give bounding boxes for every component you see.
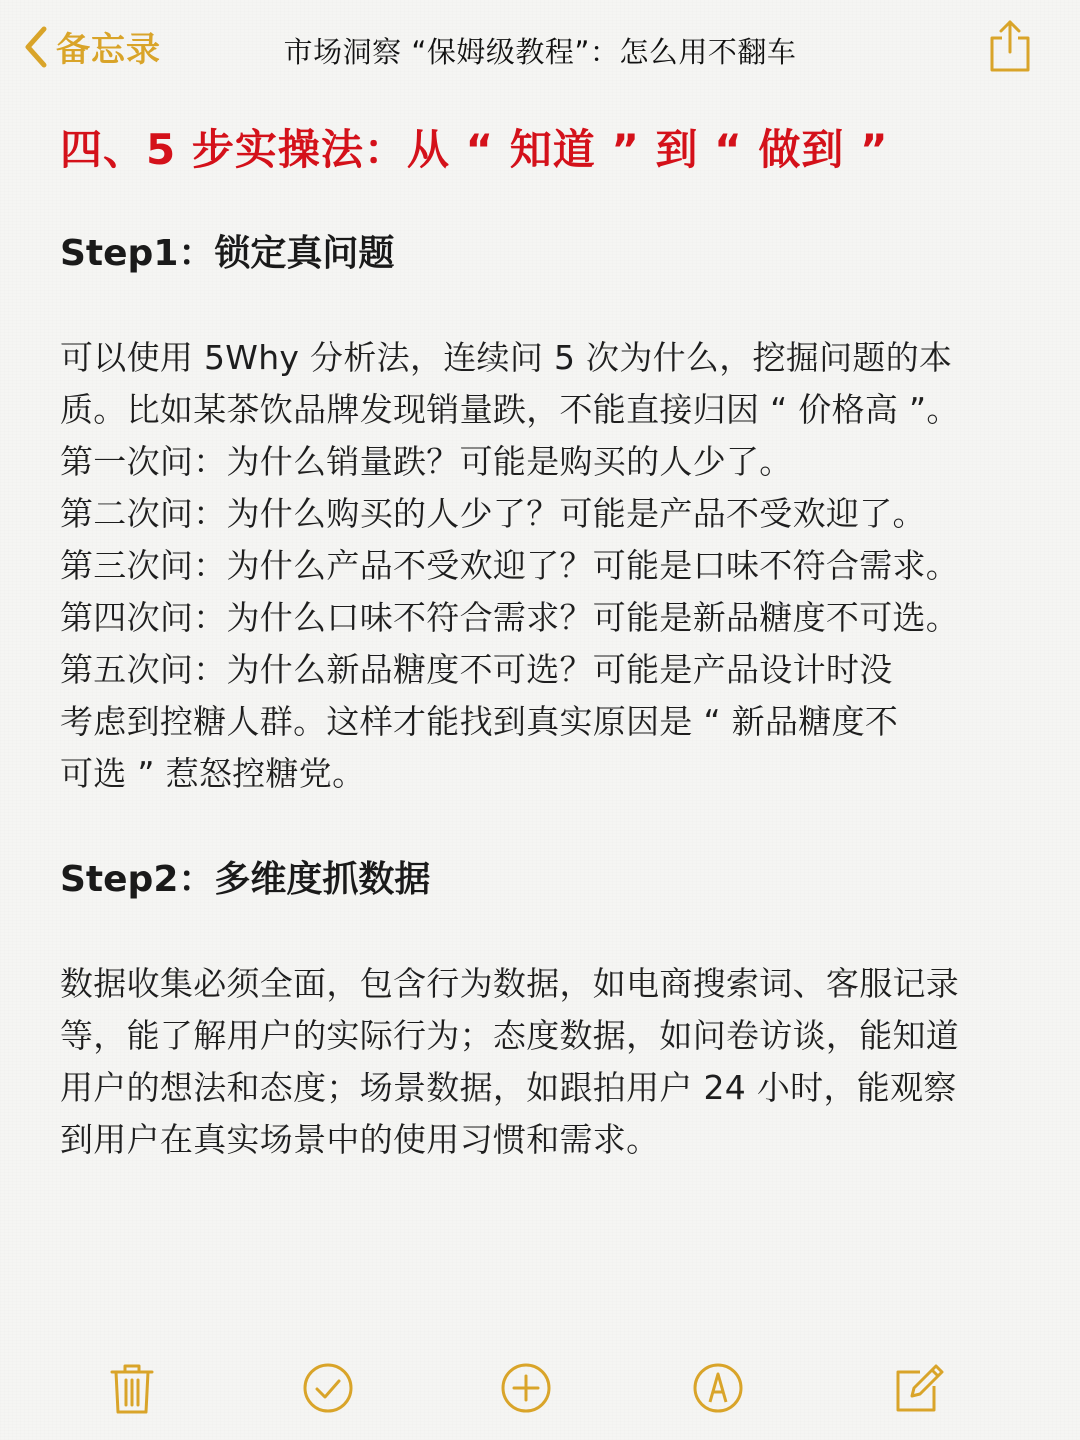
note-title: 市场洞察 “保姆级教程”：怎么用不翻车 bbox=[283, 35, 797, 69]
paragraph-line: 数据收集必须全面，包含行为数据，如电商搜索词、客服记录 bbox=[60, 964, 960, 1003]
compose-icon bbox=[890, 1360, 946, 1416]
section-title: 四、5 步实操法：从 “ 知道 ” 到 “ 做到 ” bbox=[60, 125, 889, 174]
paragraph-line: 考虑到控糖人群。这样才能找到真实原因是 “ 新品糖度不 bbox=[60, 702, 899, 741]
paragraph-line: 可以使用 5Why 分析法，连续问 5 次为什么，挖掘问题的本 bbox=[60, 338, 953, 377]
checklist-button[interactable] bbox=[300, 1360, 356, 1416]
paragraph-line: 到用户在真实场景中的使用习惯和需求。 bbox=[60, 1120, 660, 1159]
header-bar bbox=[0, 0, 1080, 100]
note-body[interactable] bbox=[60, 118, 1040, 1166]
step2-heading: Step2：多维度抓数据 bbox=[60, 859, 431, 900]
paragraph-line: 第四次问：为什么口味不符合需求？可能是新品糖度不可选。 bbox=[60, 598, 960, 637]
checklist-icon bbox=[300, 1360, 356, 1416]
delete-button[interactable] bbox=[104, 1360, 160, 1416]
share-icon bbox=[988, 59, 1032, 78]
paragraph-line: 第一次问：为什么销量跌？可能是购买的人少了。 bbox=[60, 442, 793, 481]
back-button-label: 备忘录 bbox=[56, 30, 161, 70]
trash-icon bbox=[104, 1360, 160, 1416]
bottom-toolbar bbox=[0, 1330, 1080, 1440]
share-button[interactable] bbox=[988, 18, 1032, 78]
compose-button[interactable] bbox=[890, 1360, 946, 1416]
markup-button[interactable] bbox=[690, 1360, 746, 1416]
paragraph-line: 第二次问：为什么购买的人少了？可能是产品不受欢迎了。 bbox=[60, 494, 926, 533]
add-attachment-button[interactable] bbox=[498, 1360, 554, 1416]
step1-heading: Step1：锁定真问题 bbox=[60, 233, 395, 274]
paragraph-line: 第五次问：为什么新品糖度不可选？可能是产品设计时没 bbox=[60, 650, 893, 689]
add-icon bbox=[498, 1360, 554, 1416]
step1-paragraph bbox=[60, 332, 1040, 800]
paragraph-line: 等，能了解用户的实际行为；态度数据，如问卷访谈，能知道 bbox=[60, 1016, 960, 1055]
paragraph-line: 第三次问：为什么产品不受欢迎了？可能是口味不符合需求。 bbox=[60, 546, 960, 585]
paragraph-line: 质。比如某茶饮品牌发现销量跌，不能直接归因 “ 价格高 ”。 bbox=[60, 390, 960, 429]
paragraph-line: 用户的想法和态度；场景数据，如跟拍用户 24 小时，能观察 bbox=[60, 1068, 957, 1107]
markup-icon bbox=[690, 1360, 746, 1416]
paragraph-line: 可选 ” 惹怒控糖党。 bbox=[60, 754, 366, 793]
step2-paragraph bbox=[60, 958, 1040, 1166]
